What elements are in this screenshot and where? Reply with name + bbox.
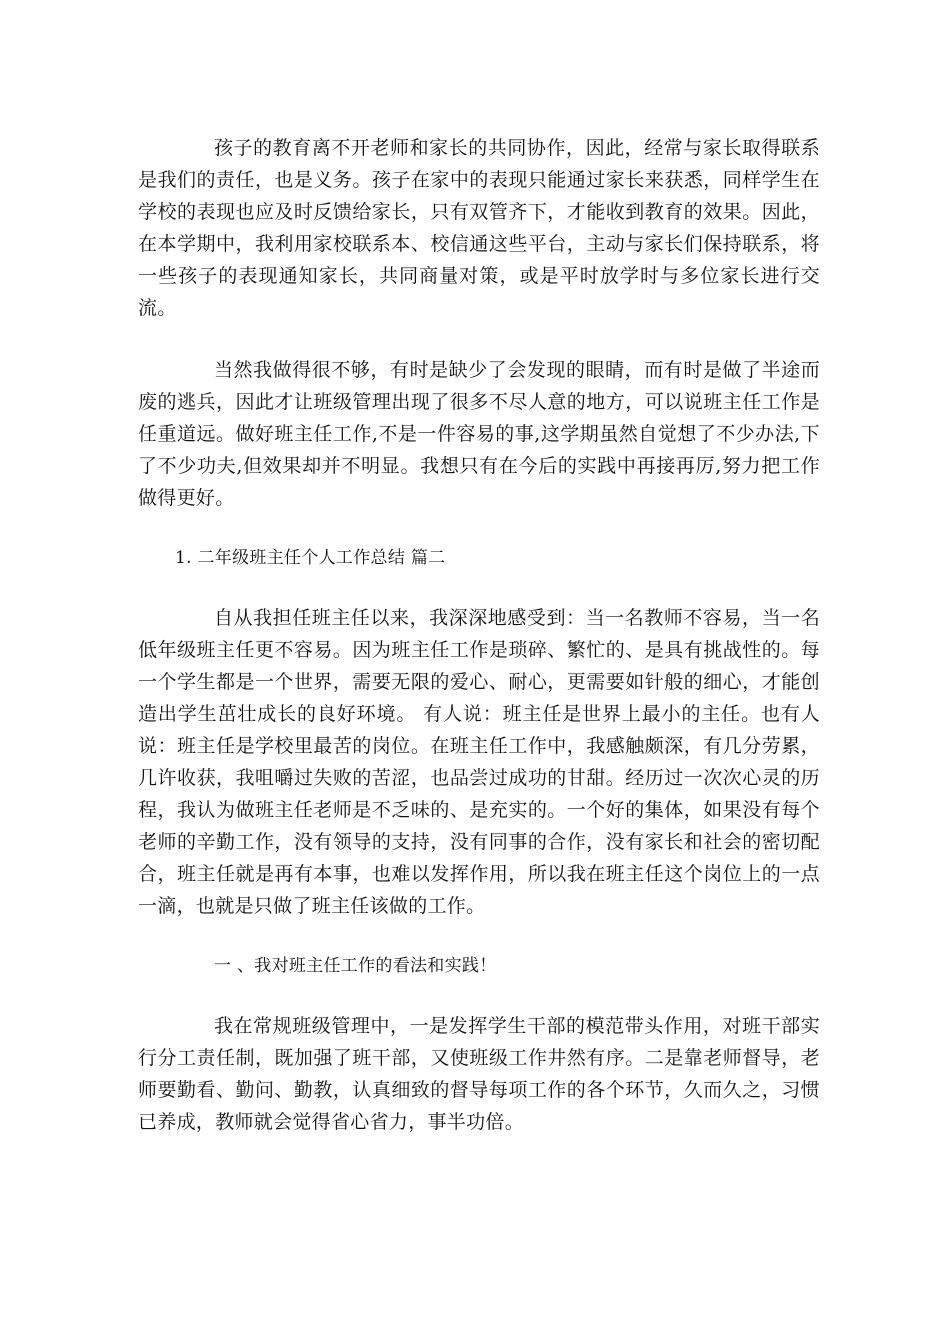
paragraph-spacer	[138, 922, 820, 950]
paragraph-spacer	[138, 574, 820, 602]
document-page	[138, 132, 820, 1138]
section-heading-part-two: 1. 二年级班主任个人工作总结 篇二	[175, 548, 446, 568]
paragraph-teacher-experience: 自从我担任班主任以来，我深深地感受到：当一名教师不容易，当一名低年级班主任更不容易。因为班主任工作是琐碎、繁忙的、是具有挑战性的。每一个学生都是一个世界，需要无限的爱心、耐心，更需要如针般的细心，才能创造出学生茁壮成长的良好环境。 有人说：班主任是世界上最小的主任。也有人说：班主任是学校里最苦的岗位。在班主任工作中，我感触颇深，有几分劳累，几许收获，我咀嚼过失败的苦涩，也品尝过成功的甘甜。经历过一次次心灵的历程，我认为做班主任老师是不乏味的、是充实的。一个好的集体，如果没有每个老师的辛勤工作，没有领导的支持，没有同事的合作，没有家长和社会的密切配合，班主任就是再有本事，也难以发挥作用，所以我在班主任这个岗位上的一点一滴，也就是只做了班主任该做的工作。	[138, 607, 820, 917]
paragraph-spacer	[138, 514, 820, 542]
paragraph-spacer	[138, 324, 820, 354]
paragraph-self-reflection: 当然我做得很不够，有时是缺少了会发现的眼睛，而有时是做了半途而废的逃兵，因此才让班级管理出现了很多不尽人意的地方，可以说班主任工作是任重道远。做好班主任工作,不是一件容易的事,这学期虽然自觉想了不少办法,下了不少功夫,但效果却并不明显。我想只有在今后的实践中再接再厉,努力把工作做得更好。	[138, 359, 820, 509]
paragraph-parent-contact: 孩子的教育离不开老师和家长的共同协作，因此，经常与家长取得联系是我们的责任，也是义务。孩子在家中的表现只能通过家长来获悉，同样学生在学校的表现也应及时反馈给家长，只有双管齐下，才能收到教育的效果。因此，在本学期中，我利用家校联系本、校信通这些平台，主动与家长们保持联系，将一些孩子的表现通知家长，共同商量对策，或是平时放学时与多位家长进行交流。	[138, 137, 820, 319]
section-heading-views-practice: 一 、我对班主任工作的看法和实践！	[214, 956, 497, 976]
paragraph-class-management: 我在常规班级管理中，一是发挥学生干部的模范带头作用，对班干部实行分工责任制，既加强了班干部，又使班级工作井然有序。二是靠老师督导，老师要勤看、勤问、勤教，认真细致的督导每项工作的各个环节，久而久之，习惯已养成，教师就会觉得省心省力，事半功倍。	[138, 1015, 820, 1133]
paragraph-spacer	[138, 982, 820, 1010]
